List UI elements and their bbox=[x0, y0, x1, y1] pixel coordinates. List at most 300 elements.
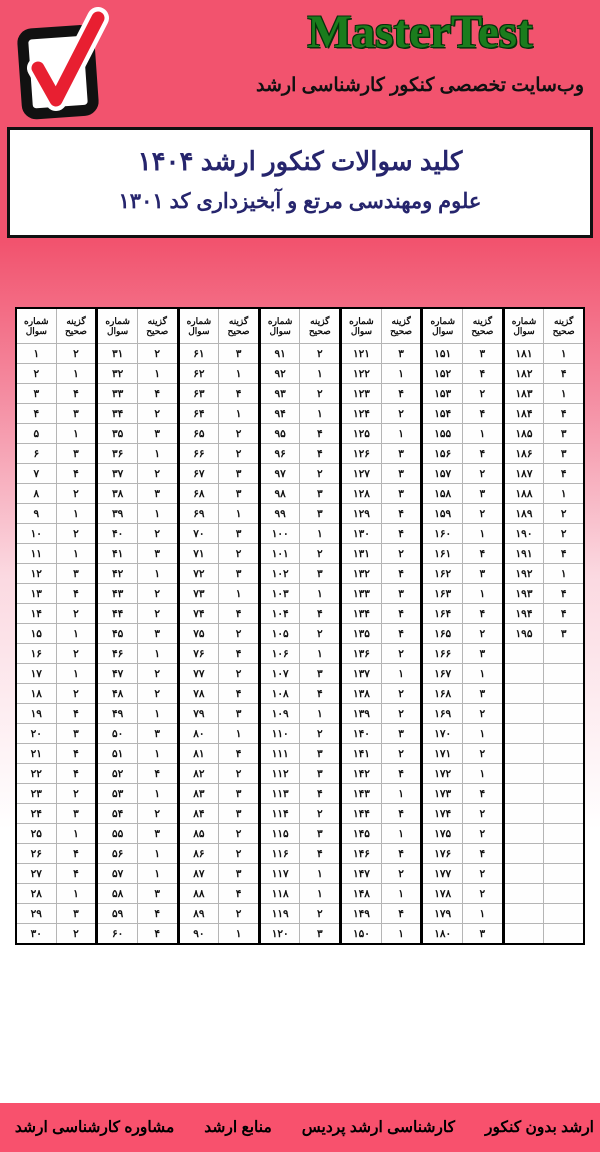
correct-option-cell: ۴ bbox=[382, 384, 421, 403]
question-number-cell: ۱۵۴ bbox=[423, 404, 463, 423]
answer-row bbox=[98, 403, 176, 423]
correct-option-cell: ۴ bbox=[57, 704, 96, 723]
correct-option-cell: ۴ bbox=[219, 884, 258, 903]
question-number-cell: ۱۹ bbox=[17, 704, 57, 723]
correct-option-cell: ۳ bbox=[219, 784, 258, 803]
question-number-cell: ۱۷۲ bbox=[423, 764, 463, 783]
answer-row bbox=[98, 843, 176, 863]
correct-option-cell: ۱ bbox=[300, 884, 339, 903]
answer-row bbox=[261, 463, 339, 483]
answer-row bbox=[180, 563, 258, 583]
correct-option-cell: ۲ bbox=[57, 784, 96, 803]
question-number-cell: ۷۴ bbox=[180, 604, 220, 623]
correct-option-cell bbox=[544, 684, 583, 703]
question-number-cell bbox=[505, 864, 545, 883]
correct-option-cell: ۴ bbox=[57, 384, 96, 403]
question-number-cell bbox=[505, 804, 545, 823]
answer-row bbox=[505, 723, 583, 743]
correct-option-cell: ۱ bbox=[138, 444, 177, 463]
footer-link[interactable]: ارشد بدون کنکور bbox=[485, 1119, 594, 1136]
correct-option-header: گزینه صحیح bbox=[382, 309, 421, 343]
correct-option-cell: ۴ bbox=[300, 444, 339, 463]
question-number-cell: ۱۶۸ bbox=[423, 684, 463, 703]
question-number-cell: ۱۱۱ bbox=[261, 744, 301, 763]
correct-option-header: گزینه صحیح bbox=[138, 309, 177, 343]
correct-option-cell: ۳ bbox=[463, 484, 502, 503]
answer-row bbox=[180, 843, 258, 863]
answer-row bbox=[423, 543, 501, 563]
answer-row bbox=[423, 883, 501, 903]
question-number-cell bbox=[505, 904, 545, 923]
answer-row bbox=[423, 463, 501, 483]
answer-column-group bbox=[503, 307, 585, 945]
footer-link[interactable]: کارشناسی ارشد پردیس bbox=[301, 1119, 456, 1136]
correct-option-cell: ۴ bbox=[382, 504, 421, 523]
question-number-cell: ۱۳۳ bbox=[342, 584, 382, 603]
correct-option-cell: ۱ bbox=[57, 824, 96, 843]
question-number-cell: ۸۷ bbox=[180, 864, 220, 883]
question-number-cell: ۱۶۳ bbox=[423, 584, 463, 603]
correct-option-cell: ۲ bbox=[138, 664, 177, 683]
question-number-cell: ۱۳ bbox=[17, 584, 57, 603]
answer-row bbox=[180, 603, 258, 623]
correct-option-cell: ۱ bbox=[382, 364, 421, 383]
correct-option-cell: ۳ bbox=[300, 764, 339, 783]
correct-option-cell: ۱ bbox=[138, 844, 177, 863]
question-number-cell: ۱۵۱ bbox=[423, 344, 463, 363]
answer-row bbox=[17, 343, 95, 363]
answer-row bbox=[423, 823, 501, 843]
correct-option-cell: ۲ bbox=[219, 844, 258, 863]
question-number-cell: ۱۳۶ bbox=[342, 644, 382, 663]
question-number-cell: ۲۲ bbox=[17, 764, 57, 783]
correct-option-cell: ۱ bbox=[300, 864, 339, 883]
footer-link[interactable]: منابع ارشد bbox=[204, 1119, 272, 1136]
question-number-cell: ۶۲ bbox=[180, 364, 220, 383]
question-number-cell bbox=[505, 924, 545, 943]
answer-row bbox=[342, 343, 420, 363]
correct-option-cell: ۲ bbox=[138, 404, 177, 423]
correct-option-cell: ۲ bbox=[57, 924, 96, 943]
correct-option-cell: ۱ bbox=[57, 664, 96, 683]
question-number-cell: ۱۶ bbox=[17, 644, 57, 663]
question-number-cell bbox=[505, 784, 545, 803]
question-number-cell: ۱۴۸ bbox=[342, 884, 382, 903]
question-number-cell: ۱۵۸ bbox=[423, 484, 463, 503]
correct-option-cell: ۳ bbox=[219, 524, 258, 543]
question-number-cell: ۲۷ bbox=[17, 864, 57, 883]
correct-option-cell: ۲ bbox=[138, 684, 177, 703]
question-number-cell: ۳۴ bbox=[98, 404, 138, 423]
answer-row bbox=[342, 483, 420, 503]
correct-option-cell: ۲ bbox=[300, 344, 339, 363]
answer-row bbox=[505, 703, 583, 723]
correct-option-cell: ۱ bbox=[57, 504, 96, 523]
correct-option-cell: ۴ bbox=[544, 544, 583, 563]
answer-row bbox=[180, 343, 258, 363]
question-number-cell: ۱۲۸ bbox=[342, 484, 382, 503]
question-number-cell: ۱۲۹ bbox=[342, 504, 382, 523]
answer-row bbox=[98, 483, 176, 503]
correct-option-cell bbox=[544, 724, 583, 743]
correct-option-cell: ۱ bbox=[219, 584, 258, 603]
answer-row bbox=[423, 383, 501, 403]
answer-row bbox=[180, 883, 258, 903]
answer-row bbox=[17, 883, 95, 903]
answer-row bbox=[342, 683, 420, 703]
answer-row bbox=[423, 403, 501, 423]
correct-option-cell: ۳ bbox=[57, 904, 96, 923]
answer-row bbox=[505, 743, 583, 763]
correct-option-cell: ۲ bbox=[57, 344, 96, 363]
question-number-cell: ۲۸ bbox=[17, 884, 57, 903]
answer-row bbox=[342, 543, 420, 563]
question-number-cell: ۱۰۴ bbox=[261, 604, 301, 623]
answer-row bbox=[423, 703, 501, 723]
question-number-cell: ۵۹ bbox=[98, 904, 138, 923]
correct-option-cell: ۳ bbox=[544, 444, 583, 463]
question-number-cell: ۹ bbox=[17, 504, 57, 523]
correct-option-cell: ۴ bbox=[382, 604, 421, 623]
answer-row bbox=[505, 643, 583, 663]
correct-option-cell: ۳ bbox=[382, 464, 421, 483]
answer-row bbox=[342, 743, 420, 763]
question-number-cell: ۸ bbox=[17, 484, 57, 503]
question-number-cell: ۱۱۹ bbox=[261, 904, 301, 923]
correct-option-cell: ۴ bbox=[57, 464, 96, 483]
question-number-cell: ۷۷ bbox=[180, 664, 220, 683]
correct-option-cell: ۴ bbox=[57, 844, 96, 863]
answer-row bbox=[423, 783, 501, 803]
correct-option-cell: ۱ bbox=[382, 664, 421, 683]
correct-option-cell: ۳ bbox=[382, 724, 421, 743]
footer-link[interactable]: مشاوره کارشناسی ارشد bbox=[14, 1119, 175, 1136]
question-number-cell: ۳ bbox=[17, 384, 57, 403]
answer-row bbox=[17, 543, 95, 563]
question-number-cell: ۱۰ bbox=[17, 524, 57, 543]
question-number-cell: ۴۱ bbox=[98, 544, 138, 563]
correct-option-cell: ۲ bbox=[300, 464, 339, 483]
question-number-cell: ۱۲۶ bbox=[342, 444, 382, 463]
question-number-cell bbox=[505, 764, 545, 783]
answer-row bbox=[17, 763, 95, 783]
question-number-cell: ۱۶۵ bbox=[423, 624, 463, 643]
answer-row bbox=[180, 743, 258, 763]
answer-row bbox=[261, 643, 339, 663]
question-number-cell bbox=[505, 644, 545, 663]
correct-option-cell: ۴ bbox=[300, 604, 339, 623]
column-header-row bbox=[261, 309, 339, 343]
correct-option-cell: ۴ bbox=[544, 584, 583, 603]
correct-option-cell: ۳ bbox=[57, 404, 96, 423]
correct-option-cell: ۳ bbox=[138, 724, 177, 743]
answer-row bbox=[423, 343, 501, 363]
question-number-cell: ۷۲ bbox=[180, 564, 220, 583]
answer-row bbox=[423, 863, 501, 883]
correct-option-cell: ۳ bbox=[382, 444, 421, 463]
correct-option-cell: ۴ bbox=[57, 864, 96, 883]
answer-column-group bbox=[421, 307, 503, 945]
answer-row bbox=[342, 643, 420, 663]
answer-row bbox=[17, 563, 95, 583]
answer-row bbox=[261, 523, 339, 543]
answer-row bbox=[261, 923, 339, 943]
correct-option-cell: ۴ bbox=[382, 844, 421, 863]
answer-row bbox=[423, 363, 501, 383]
question-number-cell: ۱۰۳ bbox=[261, 584, 301, 603]
answer-row bbox=[342, 563, 420, 583]
correct-option-cell: ۲ bbox=[463, 464, 502, 483]
correct-option-cell: ۲ bbox=[219, 764, 258, 783]
correct-option-cell: ۳ bbox=[57, 724, 96, 743]
answer-row bbox=[17, 863, 95, 883]
answer-row bbox=[342, 823, 420, 843]
correct-option-cell: ۱ bbox=[544, 484, 583, 503]
question-number-cell: ۱۲۰ bbox=[261, 924, 301, 943]
correct-option-cell: ۳ bbox=[463, 924, 502, 943]
correct-option-cell: ۲ bbox=[463, 884, 502, 903]
question-number-cell: ۶۸ bbox=[180, 484, 220, 503]
question-number-cell: ۱۹۳ bbox=[505, 584, 545, 603]
correct-option-cell bbox=[544, 804, 583, 823]
answer-row bbox=[98, 923, 176, 943]
correct-option-cell: ۲ bbox=[382, 644, 421, 663]
answer-row bbox=[180, 523, 258, 543]
exam-title-box bbox=[7, 127, 593, 238]
question-number-cell: ۱۰۷ bbox=[261, 664, 301, 683]
correct-option-cell: ۳ bbox=[300, 504, 339, 523]
correct-option-cell: ۱ bbox=[138, 864, 177, 883]
correct-option-cell: ۲ bbox=[544, 524, 583, 543]
question-number-cell: ۲ bbox=[17, 364, 57, 383]
answer-row bbox=[342, 423, 420, 443]
answer-row bbox=[423, 563, 501, 583]
answer-row bbox=[180, 763, 258, 783]
answer-row bbox=[505, 363, 583, 383]
answer-row bbox=[180, 803, 258, 823]
answer-row bbox=[342, 503, 420, 523]
correct-option-cell: ۴ bbox=[300, 784, 339, 803]
question-number-cell: ۱۷۷ bbox=[423, 864, 463, 883]
question-number-cell: ۸۵ bbox=[180, 824, 220, 843]
answer-row bbox=[261, 563, 339, 583]
question-number-cell: ۵ bbox=[17, 424, 57, 443]
correct-option-cell: ۴ bbox=[57, 744, 96, 763]
question-number-cell: ۱۷۸ bbox=[423, 884, 463, 903]
answer-row bbox=[98, 383, 176, 403]
correct-option-cell: ۳ bbox=[463, 344, 502, 363]
answer-row bbox=[423, 843, 501, 863]
answer-row bbox=[98, 883, 176, 903]
question-number-cell: ۱۱۰ bbox=[261, 724, 301, 743]
correct-option-cell: ۱ bbox=[138, 504, 177, 523]
question-number-cell: ۱۶۷ bbox=[423, 664, 463, 683]
correct-option-cell bbox=[544, 864, 583, 883]
question-number-cell: ۱۱۶ bbox=[261, 844, 301, 863]
question-number-cell: ۱۶۴ bbox=[423, 604, 463, 623]
question-number-cell: ۱۷۹ bbox=[423, 904, 463, 923]
question-number-cell: ۱۳۹ bbox=[342, 704, 382, 723]
correct-option-cell: ۴ bbox=[138, 764, 177, 783]
question-number-cell: ۵۵ bbox=[98, 824, 138, 843]
answer-row bbox=[261, 363, 339, 383]
correct-option-cell: ۳ bbox=[463, 564, 502, 583]
correct-option-cell: ۲ bbox=[219, 444, 258, 463]
checkbox-logo-svg bbox=[8, 2, 110, 124]
answer-row bbox=[423, 903, 501, 923]
question-number-cell: ۱۸۶ bbox=[505, 444, 545, 463]
answer-row bbox=[423, 803, 501, 823]
answer-row bbox=[17, 903, 95, 923]
answer-row bbox=[98, 863, 176, 883]
question-number-cell: ۱۴۴ bbox=[342, 804, 382, 823]
answer-row bbox=[261, 583, 339, 603]
answer-row bbox=[180, 383, 258, 403]
correct-option-cell: ۴ bbox=[463, 844, 502, 863]
answer-row bbox=[423, 523, 501, 543]
question-number-cell bbox=[505, 704, 545, 723]
correct-option-cell: ۳ bbox=[219, 464, 258, 483]
question-number-cell: ۷۸ bbox=[180, 684, 220, 703]
question-number-cell: ۵۰ bbox=[98, 724, 138, 743]
correct-option-cell: ۳ bbox=[463, 644, 502, 663]
answer-row bbox=[423, 483, 501, 503]
answer-row bbox=[342, 383, 420, 403]
answer-row bbox=[17, 803, 95, 823]
question-number-cell: ۹۹ bbox=[261, 504, 301, 523]
answer-row bbox=[505, 683, 583, 703]
question-number-cell: ۲۵ bbox=[17, 824, 57, 843]
answer-row bbox=[342, 803, 420, 823]
question-number-header: شماره سوال bbox=[505, 309, 545, 343]
question-number-cell: ۱۷ bbox=[17, 664, 57, 683]
question-number-cell: ۱۶۹ bbox=[423, 704, 463, 723]
question-number-cell: ۴ bbox=[17, 404, 57, 423]
question-number-cell: ۱۲۵ bbox=[342, 424, 382, 443]
answer-row bbox=[505, 903, 583, 923]
correct-option-cell: ۱ bbox=[219, 724, 258, 743]
correct-option-cell: ۲ bbox=[382, 684, 421, 703]
correct-option-cell: ۱ bbox=[544, 564, 583, 583]
question-number-cell: ۱۴۳ bbox=[342, 784, 382, 803]
question-number-cell: ۴۷ bbox=[98, 664, 138, 683]
correct-option-cell bbox=[544, 824, 583, 843]
answer-row bbox=[342, 903, 420, 923]
correct-option-cell: ۱ bbox=[463, 664, 502, 683]
question-number-cell bbox=[505, 824, 545, 843]
correct-option-cell: ۱ bbox=[463, 524, 502, 543]
correct-option-cell: ۳ bbox=[382, 484, 421, 503]
question-number-cell: ۱۶۱ bbox=[423, 544, 463, 563]
question-number-header: شماره سوال bbox=[180, 309, 220, 343]
answer-row bbox=[423, 723, 501, 743]
correct-option-cell: ۲ bbox=[219, 904, 258, 923]
question-number-cell: ۸۱ bbox=[180, 744, 220, 763]
question-number-cell: ۱۸۵ bbox=[505, 424, 545, 443]
answer-row bbox=[505, 783, 583, 803]
correct-option-cell: ۴ bbox=[382, 624, 421, 643]
correct-option-cell: ۲ bbox=[463, 624, 502, 643]
answer-row bbox=[17, 383, 95, 403]
answer-column-group bbox=[259, 307, 341, 945]
correct-option-cell: ۱ bbox=[300, 404, 339, 423]
question-number-cell: ۱۸ bbox=[17, 684, 57, 703]
correct-option-cell: ۴ bbox=[138, 904, 177, 923]
answer-row bbox=[342, 863, 420, 883]
question-number-cell: ۹۳ bbox=[261, 384, 301, 403]
answer-row bbox=[180, 403, 258, 423]
answer-row bbox=[261, 603, 339, 623]
correct-option-cell: ۳ bbox=[138, 424, 177, 443]
question-number-cell: ۱۰۰ bbox=[261, 524, 301, 543]
correct-option-cell: ۱ bbox=[300, 704, 339, 723]
question-number-cell: ۱۵۶ bbox=[423, 444, 463, 463]
correct-option-cell: ۳ bbox=[382, 344, 421, 363]
question-number-cell: ۴۰ bbox=[98, 524, 138, 543]
answer-row bbox=[261, 403, 339, 423]
question-number-cell: ۱۴ bbox=[17, 604, 57, 623]
question-number-cell: ۸۹ bbox=[180, 904, 220, 923]
question-number-cell: ۴۵ bbox=[98, 624, 138, 643]
question-number-cell: ۶۱ bbox=[180, 344, 220, 363]
correct-option-cell: ۴ bbox=[138, 384, 177, 403]
correct-option-cell: ۱ bbox=[463, 904, 502, 923]
correct-option-cell: ۴ bbox=[57, 584, 96, 603]
answer-row bbox=[98, 723, 176, 743]
question-number-cell: ۱۸۴ bbox=[505, 404, 545, 423]
answer-row bbox=[342, 463, 420, 483]
correct-option-cell: ۴ bbox=[544, 604, 583, 623]
correct-option-cell: ۳ bbox=[463, 684, 502, 703]
correct-option-cell: ۴ bbox=[382, 564, 421, 583]
question-number-cell: ۱۳۴ bbox=[342, 604, 382, 623]
answer-row bbox=[505, 923, 583, 943]
question-number-cell: ۱۴۵ bbox=[342, 824, 382, 843]
answer-row bbox=[98, 603, 176, 623]
question-number-cell: ۳۸ bbox=[98, 484, 138, 503]
answer-row bbox=[180, 663, 258, 683]
correct-option-cell: ۳ bbox=[138, 824, 177, 843]
correct-option-cell: ۴ bbox=[544, 364, 583, 383]
column-header-row bbox=[342, 309, 420, 343]
answer-row bbox=[17, 783, 95, 803]
answer-row bbox=[180, 643, 258, 663]
question-number-cell bbox=[505, 744, 545, 763]
question-number-cell: ۱۲۴ bbox=[342, 404, 382, 423]
correct-option-cell: ۴ bbox=[219, 644, 258, 663]
question-number-cell: ۳۶ bbox=[98, 444, 138, 463]
correct-option-header: گزینه صحیح bbox=[463, 309, 502, 343]
correct-option-cell: ۴ bbox=[219, 744, 258, 763]
answer-row bbox=[180, 363, 258, 383]
correct-option-cell: ۲ bbox=[300, 624, 339, 643]
question-number-cell: ۵۳ bbox=[98, 784, 138, 803]
question-number-header: شماره سوال bbox=[261, 309, 301, 343]
correct-option-cell: ۳ bbox=[382, 584, 421, 603]
correct-option-cell: ۲ bbox=[138, 584, 177, 603]
correct-option-cell: ۴ bbox=[219, 684, 258, 703]
answer-row bbox=[17, 363, 95, 383]
answer-row bbox=[17, 483, 95, 503]
correct-option-cell: ۲ bbox=[219, 664, 258, 683]
correct-option-cell bbox=[544, 744, 583, 763]
question-number-cell: ۱۳۰ bbox=[342, 524, 382, 543]
answer-column-group bbox=[15, 307, 97, 945]
question-number-cell: ۱۹۲ bbox=[505, 564, 545, 583]
answer-row bbox=[342, 923, 420, 943]
question-number-cell: ۱۷۱ bbox=[423, 744, 463, 763]
question-number-cell: ۳۹ bbox=[98, 504, 138, 523]
